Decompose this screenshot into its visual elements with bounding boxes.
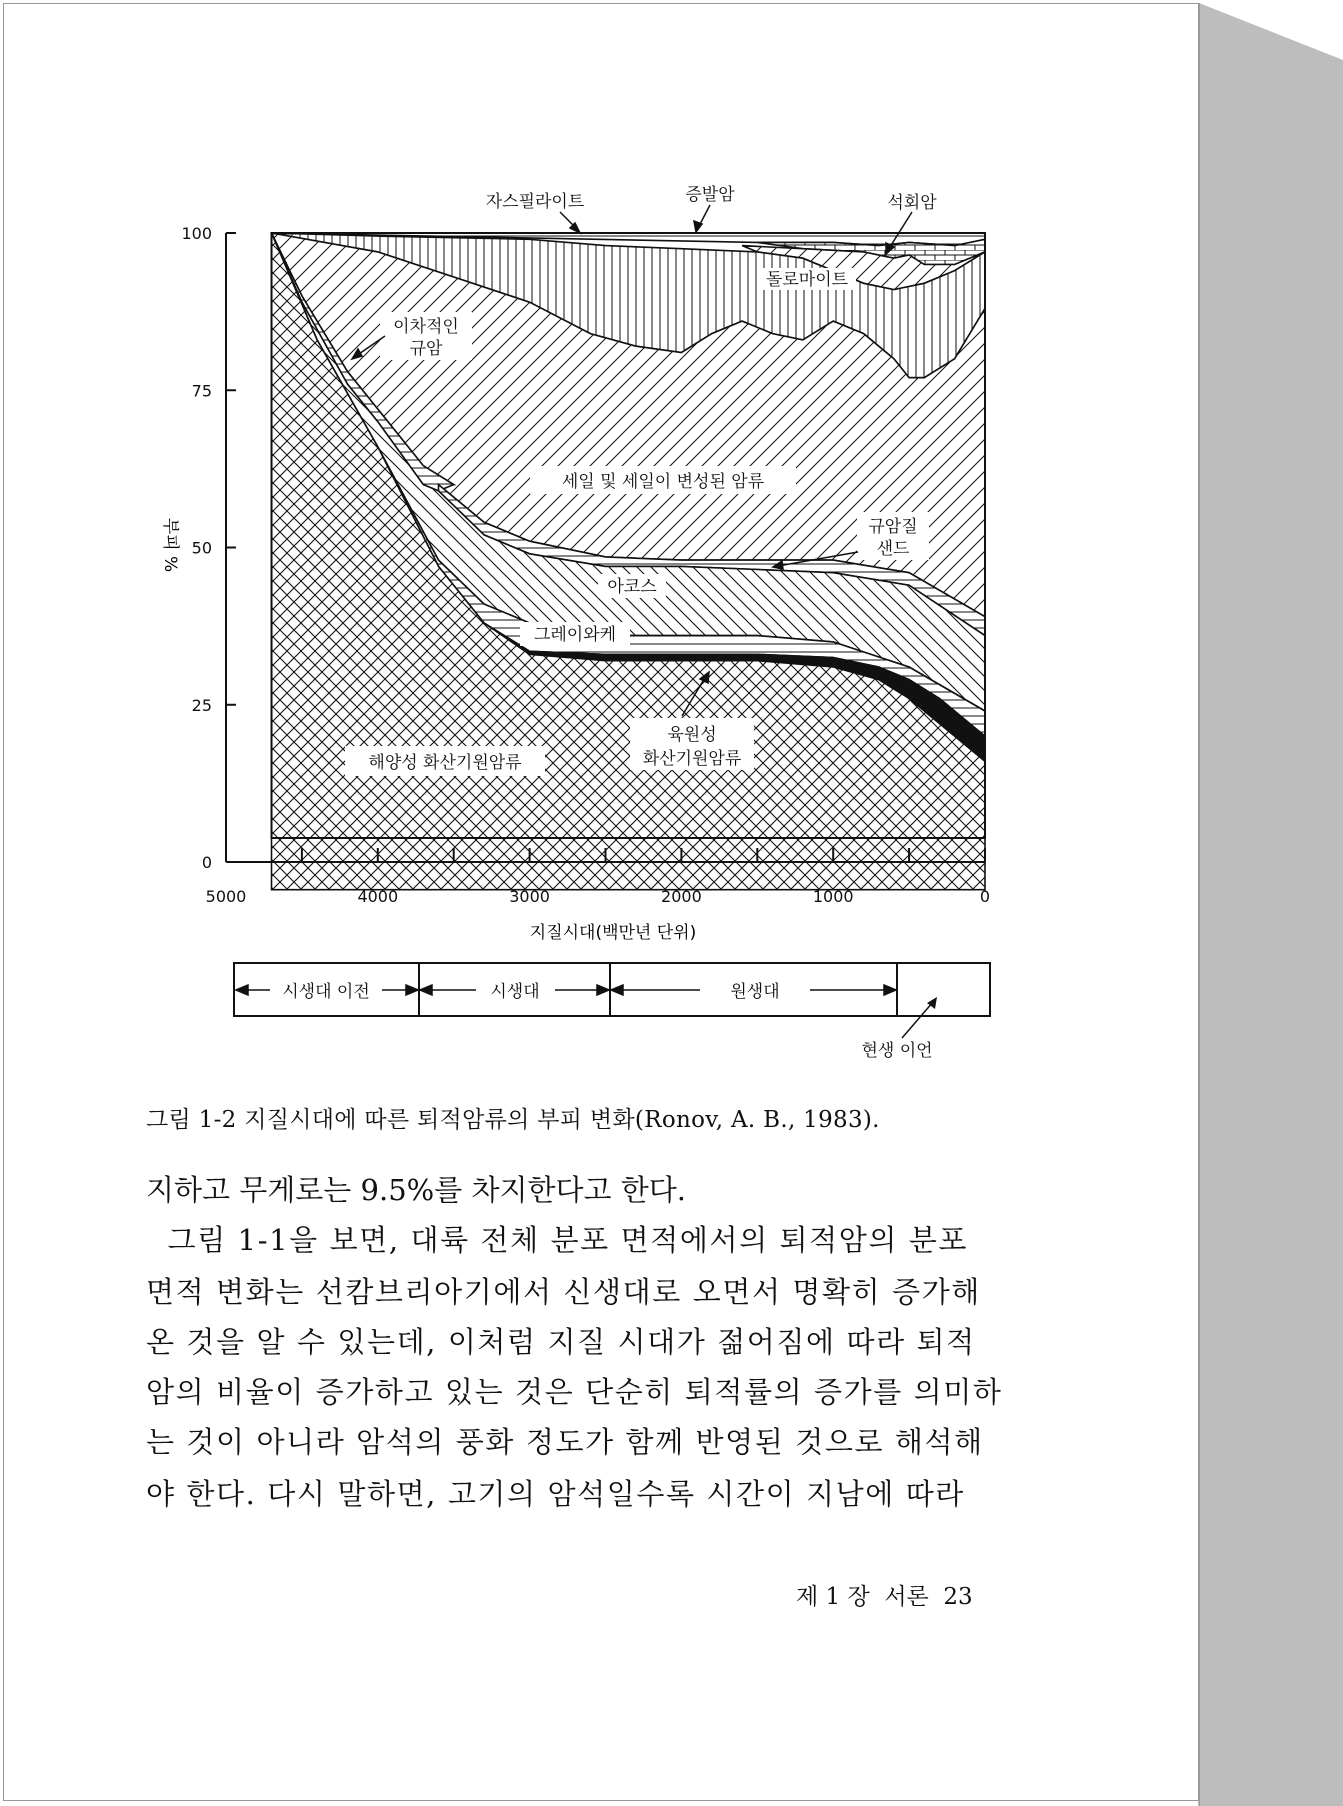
body-line-1: 지하고 무게로는 9.5%를 차지한다고 한다. — [146, 1173, 686, 1207]
label-siliceous-sand-2: 샌드 — [876, 539, 910, 559]
label-arkose: 아코스 — [607, 577, 657, 597]
x-tick-label-4000: 4000 — [357, 887, 399, 906]
eon-label-proterozoic: 원생대 — [730, 982, 780, 1002]
eon-note-phanerozoic: 현생 이언 — [861, 1041, 933, 1061]
label-continental-volcanic-2: 화산기원암류 — [642, 749, 742, 769]
eon-bar — [234, 963, 990, 1061]
body-line-3: 면적 변화는 선캄브리아기에서 신생대로 오면서 명확히 증가해 — [146, 1275, 981, 1309]
label-jaspilite: 자스필라이트 — [485, 192, 585, 212]
label-secondary-chert-group — [380, 312, 472, 360]
body-line-5: 암의 비율이 증가하고 있는 것은 단순히 퇴적률의 증가를 의미하 — [146, 1375, 1003, 1409]
eon-label-pre-archean: 시생대 이전 — [282, 982, 370, 1002]
y-ticks — [181, 224, 236, 872]
y-tick-label-100: 100 — [181, 224, 212, 243]
label-marine-volcanic-group — [345, 746, 545, 776]
body-line-6: 는 것이 아니라 암석의 풍화 정도가 함께 반영된 것으로 해석해 — [146, 1425, 984, 1459]
y-tick-label-75: 75 — [191, 381, 212, 401]
label-evaporite: 증발암 — [685, 185, 735, 205]
label-secondary-chert-1: 이차적인 — [393, 317, 459, 337]
x-tick-label-1000: 1000 — [812, 887, 854, 906]
rock-bands — [272, 233, 986, 890]
label-secondary-chert-2: 규암 — [409, 339, 443, 359]
label-arkose-group — [598, 574, 666, 598]
x-tick-label-0: 0 — [979, 887, 991, 906]
label-greywacke-group — [520, 622, 630, 646]
y-tick-label-50: 50 — [191, 538, 212, 558]
label-shale-group — [530, 466, 796, 494]
label-marine-volcanic: 해양성 화산기원암류 — [368, 753, 522, 773]
label-siliceous-sand-1: 규암질 — [868, 517, 918, 537]
y-tick-label-0: 0 — [201, 853, 212, 872]
label-greywacke: 그레이와케 — [533, 625, 617, 645]
label-dolomite-group — [758, 268, 856, 290]
body-line-7: 야 한다. 다시 말하면, 고기의 암석일수록 시간이 지남에 따라 — [146, 1477, 965, 1511]
eon-label-archean: 시생대 — [490, 982, 540, 1002]
label-continental-volcanic-1: 육원성 — [667, 725, 717, 745]
body-line-4: 온 것을 알 수 있는데, 이처럼 지질 시대가 젊어짐에 따라 퇴적 — [146, 1325, 976, 1359]
x-axis-title: 지질시대(백만년 단위) — [529, 923, 697, 943]
body-line-2: 그림 1-1을 보면, 대륙 전체 분포 면적에서의 퇴적암의 분포 — [146, 1223, 969, 1257]
page-footer: 제 1 장 서론 23 — [796, 1584, 973, 1610]
label-limestone: 석회암 — [887, 193, 937, 213]
label-siliceous-sand-group — [857, 512, 929, 560]
y-axis-title: 부피 % — [160, 517, 180, 573]
figure-caption: 그림 1-2 지질시대에 따른 퇴적암류의 부피 변화(Ronov, A. B., 1983). — [146, 1107, 880, 1133]
label-continental-volcanic-group — [630, 718, 754, 770]
x-tick-label-2000: 2000 — [661, 887, 702, 906]
label-shale: 세일 및 세일이 변성된 암류 — [561, 472, 765, 492]
label-dolomite: 돌로마이트 — [765, 270, 849, 290]
x-tick-label-5000: 5000 — [205, 887, 247, 906]
y-tick-label-25: 25 — [191, 695, 212, 715]
x-tick-label-3000: 3000 — [509, 887, 550, 906]
